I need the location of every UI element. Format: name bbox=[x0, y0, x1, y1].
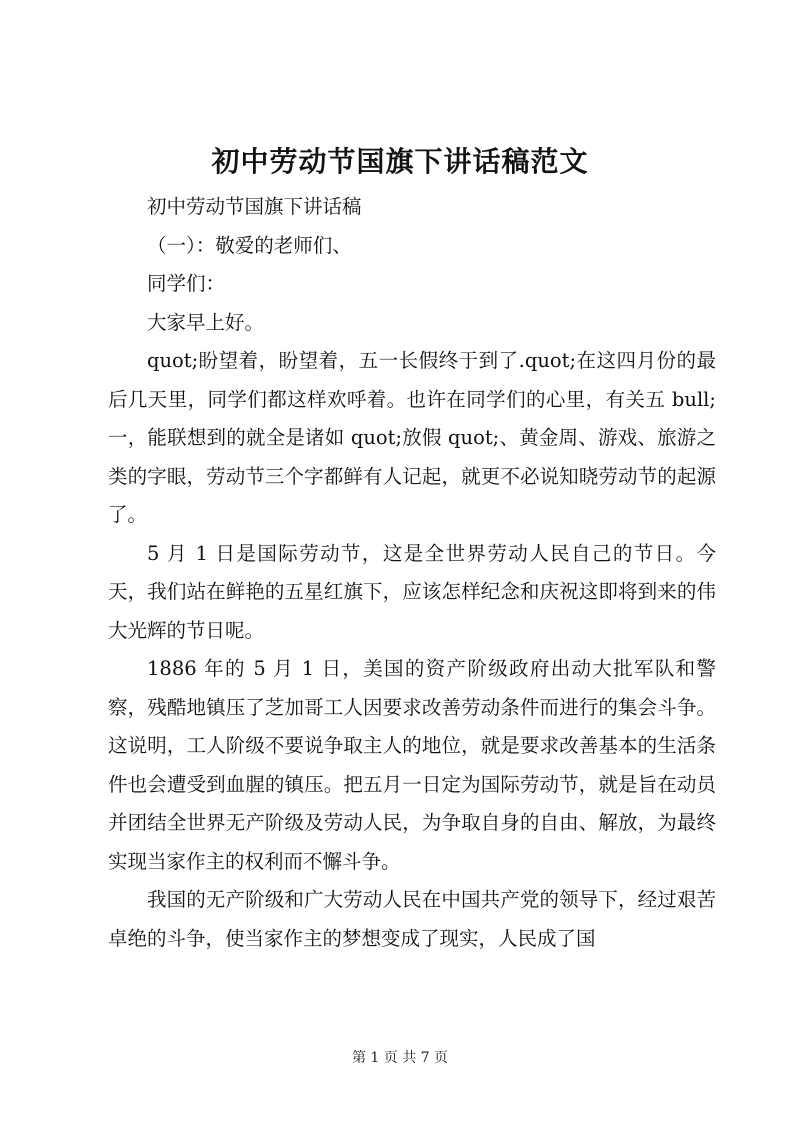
page-footer: 第 1 页 共 7 页 bbox=[351, 1050, 449, 1066]
document-body bbox=[108, 188, 716, 958]
paragraph-salutation: （一）：敬爱的老师们、 bbox=[147, 233, 352, 257]
paragraph-may-day: 5 月 1 日是国际劳动节，这是全世界劳动人民自己的节日。今天，我们站在鲜艳的五星红旗下，应该怎样纪念和庆祝这即将到来的伟大光辉的节日呢。 bbox=[108, 541, 716, 642]
paragraph-holiday: quot;盼望着，盼望着，五一长假终于到了.quot;在这四月份的最后几天里，同学们都这样欢呼着。也许在同学们的心里，有关五 bull;一，能联想到的就全是诸如 quot;放假 quot;、黄金周、游戏、旅游之类的字眼，劳动节三个字都鲜有人记起，就更不必说知晓劳动节的起源了。 bbox=[108, 349, 716, 526]
paragraph-history: 1886 年的 5 月 1 日，美国的资产阶级政府出动大批军队和警察，残酷地镇压了芝加哥工人因要求改善劳动条件而进行的集会斗争。这说明，工人阶级不要说争取主人的地位，就是要求改善基本的生活条件也会遭受到血腥的镇压。把五月一日定为国际劳动节，就是旨在动员并团结全世界无产阶级及劳动人民，为争取自身的自由、解放，为最终实现当家作主的权利而不懈斗争。 bbox=[108, 657, 716, 873]
paragraph-subtitle: 初中劳动节国旗下讲话稿 bbox=[147, 195, 362, 218]
paragraph-china: 我国的无产阶级和广大劳动人民在中国共产党的领导下，经过艰苦卓绝的斗争，使当家作主的梦想变成了现实，人民成了国 bbox=[108, 888, 716, 950]
paragraph-greeting: 大家早上好。 bbox=[147, 310, 265, 334]
document-title: 初中劳动节国旗下讲话稿范文 bbox=[211, 145, 589, 178]
paragraph-salutation-students: 同学们： bbox=[147, 272, 226, 295]
